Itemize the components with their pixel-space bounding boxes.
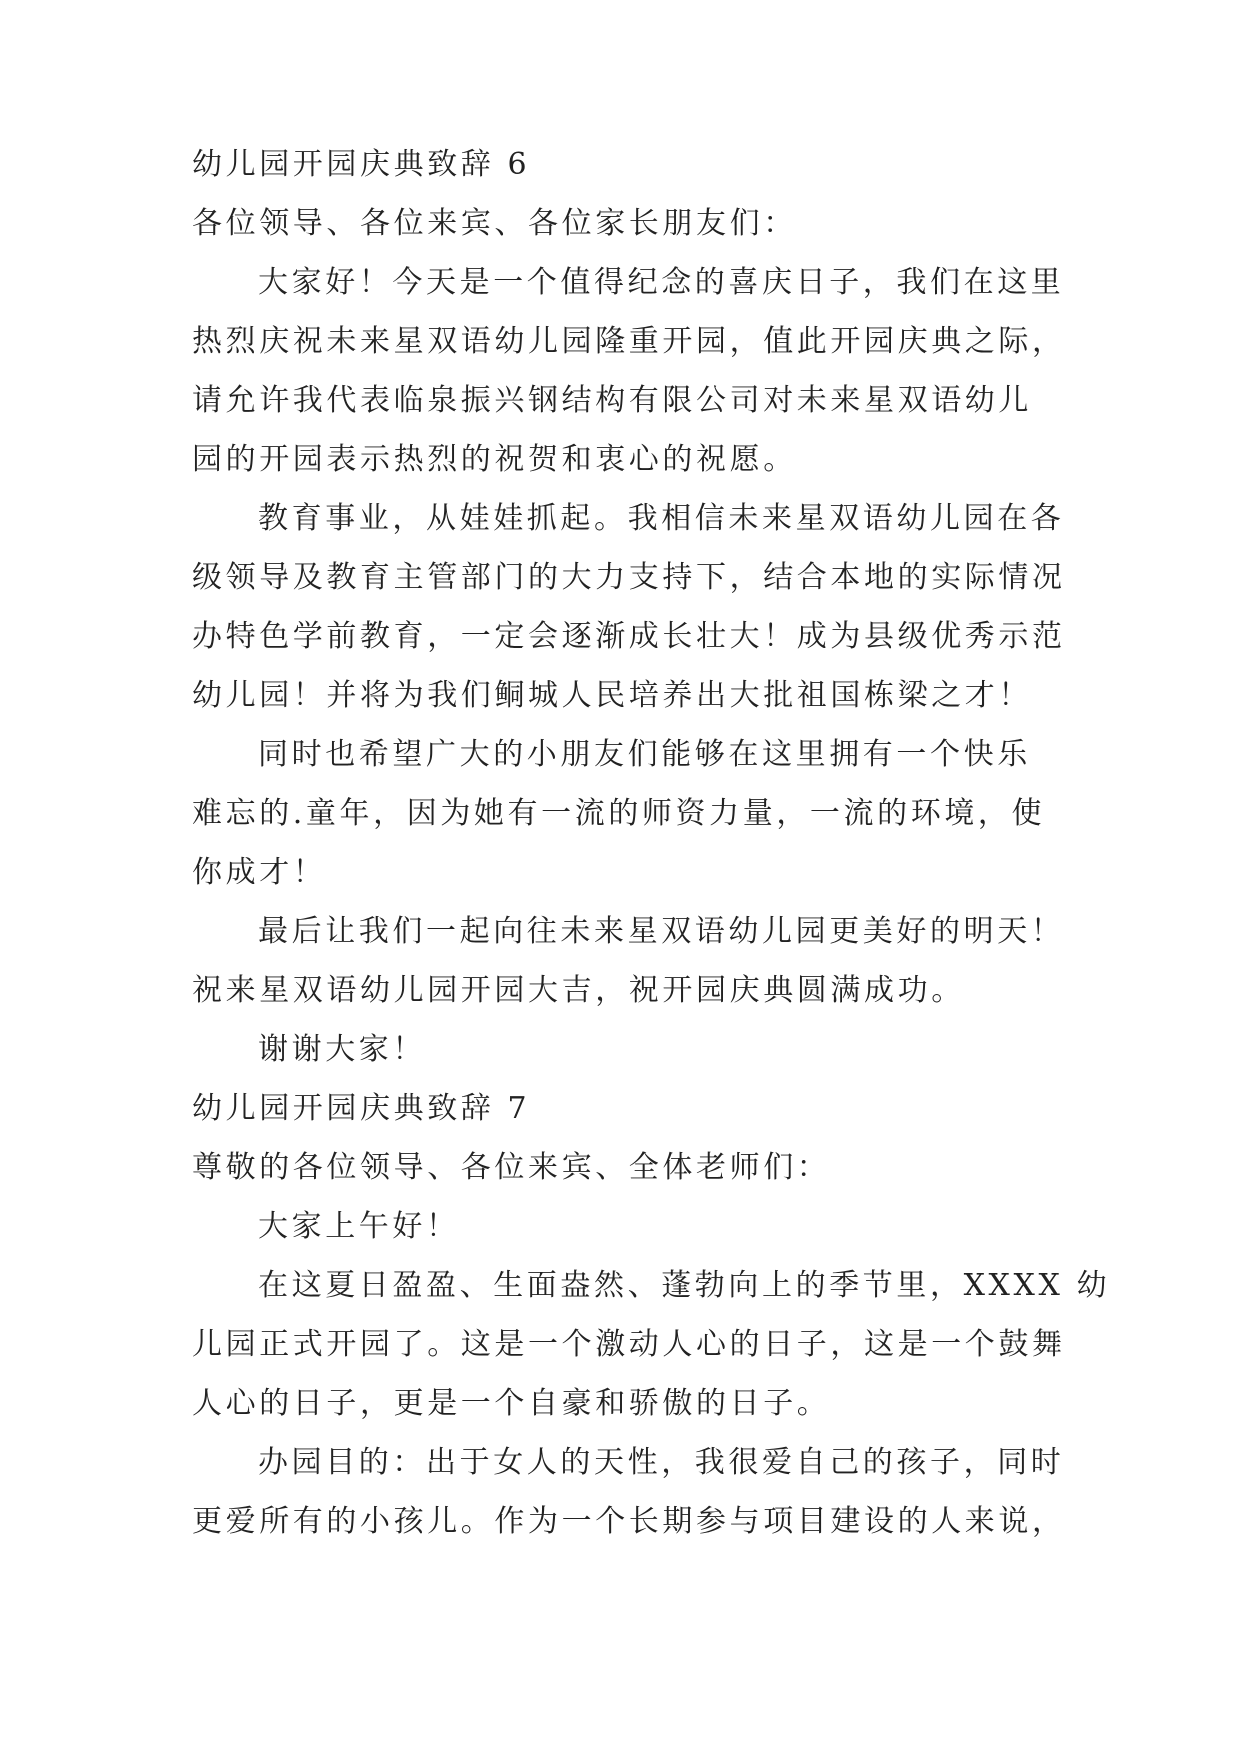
section-7-salutation: 尊敬的各位领导、各位来宾、全体老师们： [192, 1150, 831, 1185]
paragraph-line: 难忘的.童年，因为她有一流的师资力量，一流的环境，使 [192, 796, 1046, 831]
document-page [192, 135, 1111, 1551]
paragraph-line: 办特色学前教育，一定会逐渐成长壮大！成为县级优秀示范 [192, 619, 1066, 654]
paragraph-line: 最后让我们一起向往未来星双语幼儿园更美好的明天！ [258, 914, 1065, 949]
section-6-title: 幼儿园开园庆典致辞 6 [192, 147, 531, 182]
paragraph-line: 儿园正式开园了。这是一个激动人心的日子，这是一个鼓舞 [192, 1327, 1066, 1362]
paragraph-line: 请允许我代表临泉振兴钢结构有限公司对未来星双语幼儿 [192, 383, 1032, 418]
paragraph-line: 热烈庆祝未来星双语幼儿园隆重开园，值此开园庆典之际， [192, 324, 1066, 359]
paragraph-line: 园的开园表示热烈的祝贺和衷心的祝愿。 [192, 442, 797, 477]
paragraph-line: 人心的日子，更是一个自豪和骄傲的日子。 [192, 1386, 831, 1421]
paragraph-line: 在这夏日盈盈、生面盎然、蓬勃向上的季节里，XXXX 幼 [258, 1268, 1111, 1303]
paragraph-line: 办园目的：出于女人的天性，我很爱自己的孩子，同时 [258, 1445, 1065, 1480]
paragraph-line: 大家上午好！ [258, 1209, 460, 1244]
paragraph-line: 教育事业，从娃娃抓起。我相信未来星双语幼儿园在各 [258, 501, 1065, 536]
paragraph-line: 祝来星双语幼儿园开园大吉，祝开园庆典圆满成功。 [192, 973, 965, 1008]
paragraph-line: 级领导及教育主管部门的大力支持下，结合本地的实际情况 [192, 560, 1066, 595]
paragraph-line: 同时也希望广大的小朋友们能够在这里拥有一个快乐 [258, 737, 1031, 772]
paragraph-line: 更爱所有的小孩儿。作为一个长期参与项目建设的人来说， [192, 1504, 1066, 1539]
paragraph-line: 大家好！今天是一个值得纪念的喜庆日子，我们在这里 [258, 265, 1065, 300]
section-7-title: 幼儿园开园庆典致辞 7 [192, 1091, 531, 1126]
section-6-salutation: 各位领导、各位来宾、各位家长朋友们： [192, 206, 797, 241]
paragraph-line: 谢谢大家！ [258, 1032, 426, 1067]
paragraph-line: 你成才！ [192, 855, 327, 890]
paragraph-line: 幼儿园！并将为我们鲖城人民培养出大批祖国栋梁之才！ [192, 678, 1032, 713]
